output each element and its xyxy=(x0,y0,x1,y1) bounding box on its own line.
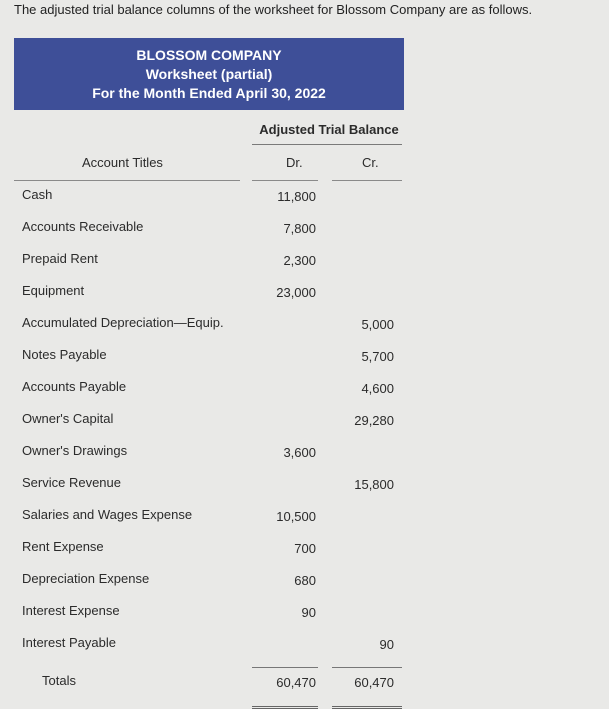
debit-amount: 2,300 xyxy=(283,253,316,268)
credit-amount: 4,600 xyxy=(361,381,394,396)
credit-amount: 5,700 xyxy=(361,349,394,364)
credit-amount: 15,800 xyxy=(354,477,394,492)
account-title: Prepaid Rent xyxy=(22,251,98,266)
account-title: Accumulated Depreciation—Equip. xyxy=(22,315,224,330)
table-row xyxy=(14,283,408,315)
debit-rule xyxy=(252,180,318,181)
adjusted-trial-balance-heading: Adjusted Trial Balance xyxy=(259,122,399,137)
credit-rule xyxy=(332,180,402,181)
debit-amount: 10,500 xyxy=(276,509,316,524)
account-title: Accounts Payable xyxy=(22,379,127,394)
table-row xyxy=(14,251,408,283)
table-row xyxy=(14,411,408,443)
credit-amount: 90 xyxy=(379,637,394,652)
debit-amount: 680 xyxy=(294,573,316,588)
credit-amount: 5,000 xyxy=(361,317,394,332)
heading-rule xyxy=(252,144,402,145)
debit-amount: 90 xyxy=(301,605,316,620)
debit-amount: 3,600 xyxy=(283,445,316,460)
debit-amount: 23,000 xyxy=(276,285,316,300)
debit-total-rule-top xyxy=(252,667,318,668)
account-title: Owner's Capital xyxy=(22,411,114,426)
table-row xyxy=(14,507,408,539)
credit-amount: 29,280 xyxy=(354,413,394,428)
table-row xyxy=(14,475,408,507)
table-row xyxy=(14,187,408,219)
account-title: Depreciation Expense xyxy=(22,571,150,586)
company-name: BLOSSOM COMPANY xyxy=(136,47,282,63)
credit-total-rule-top xyxy=(332,667,402,668)
debit-amount: 11,800 xyxy=(277,189,316,204)
account-title: Interest Expense xyxy=(22,603,120,618)
table-row xyxy=(14,379,408,411)
account-titles-heading: Account Titles xyxy=(82,155,163,170)
debit-amount: 700 xyxy=(294,541,316,556)
credit-total: 60,470 xyxy=(354,675,394,690)
period-label: For the Month Ended April 30, 2022 xyxy=(92,85,326,101)
debit-heading: Dr. xyxy=(286,155,303,170)
account-rows xyxy=(14,187,408,705)
table-row xyxy=(14,571,408,603)
document-title: Worksheet (partial) xyxy=(145,66,273,82)
table-row xyxy=(14,347,408,379)
table-row xyxy=(14,539,408,571)
account-title: Salaries and Wages Expense xyxy=(22,507,193,522)
debit-amount: 7,800 xyxy=(283,221,316,236)
account-title: Interest Payable xyxy=(22,635,116,650)
account-title: Service Revenue xyxy=(22,475,121,490)
table-row xyxy=(14,603,408,635)
account-title: Accounts Receivable xyxy=(22,219,144,234)
table-row xyxy=(14,219,408,251)
account-title: Rent Expense xyxy=(22,539,104,554)
table-row xyxy=(14,635,408,667)
intro-text: The adjusted trial balance columns of the worksheet for Blossom Company are as follows. xyxy=(14,2,533,17)
account-title: Owner's Drawings xyxy=(22,443,128,458)
worksheet xyxy=(14,38,408,698)
worksheet-header xyxy=(14,38,404,110)
table-row xyxy=(14,315,408,347)
titles-rule xyxy=(14,180,240,181)
credit-heading: Cr. xyxy=(362,155,379,170)
totals-label: Totals xyxy=(42,673,76,688)
account-title: Notes Payable xyxy=(22,347,107,362)
debit-total: 60,470 xyxy=(276,675,316,690)
account-title: Equipment xyxy=(22,283,85,298)
account-title: Cash xyxy=(22,187,53,202)
totals-row xyxy=(14,673,408,705)
table-row xyxy=(14,443,408,475)
